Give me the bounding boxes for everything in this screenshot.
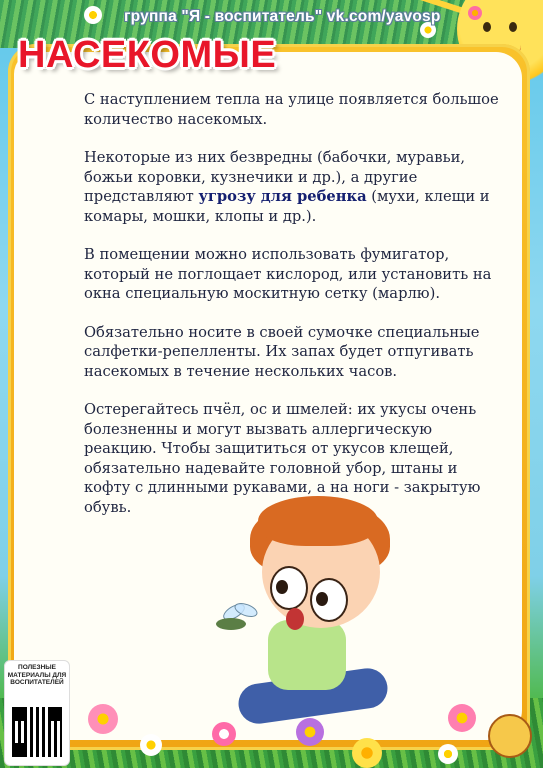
flower-icon [84,6,102,24]
qr-code-icon[interactable] [12,707,62,757]
paragraph-3: В помещении можно использовать фумигатор, который не поглощает кислород, или установить на окна специальную москитную сетку (марлю). [84,246,492,302]
paragraph-5: Остерегайтесь пчёл, ос и шмелей: их укусы очень болезненны и могут вызвать аллергическую реакцию. Чтобы защититься от укусов клещей, обязательно надевайте головной убор, штаны и кофту с длинными рукавами, а на ноги - закрытую обувь. [84,401,481,516]
flower-icon [140,734,162,756]
paragraph-2-emphasis: угрозу для ребенка [198,188,367,205]
paragraph-1: С наступлением тепла на улице появляется большое количество насекомых. [84,91,499,128]
publisher-logo-icon [488,714,532,758]
paragraph-2-start: Некоторые из них безвредны (бабочки, муравьи, божьи коровки, кузнечики и др.), а другие представляют [84,149,466,205]
flower-icon [468,6,482,20]
page-title: НАСЕКОМЫЕ [18,34,277,76]
article-body [84,90,504,536]
flower-icon [296,718,324,746]
flower-icon [352,738,382,768]
qr-code-card [4,660,70,766]
qr-code-label: ПОЛЕЗНЫЕ МАТЕРИАЛЫ ДЛЯ ВОСПИТАТЕЛЕЙ [7,664,67,686]
header-caption: группа "Я - воспитатель" vk.com/yavosp [124,8,441,25]
flower-icon [448,704,476,732]
paragraph-2 [84,148,504,226]
paragraph-2-end: (мухи, клещи и комары, мошки, клопы и др.). [84,188,490,225]
paragraph-4: Обязательно носите в своей сумочке специальные салфетки-репелленты. Их запах будет отпугивать насекомых в течение нескольких часов. [84,323,480,380]
flower-icon [438,744,458,764]
flower-icon [212,722,236,746]
flower-icon [88,704,118,734]
